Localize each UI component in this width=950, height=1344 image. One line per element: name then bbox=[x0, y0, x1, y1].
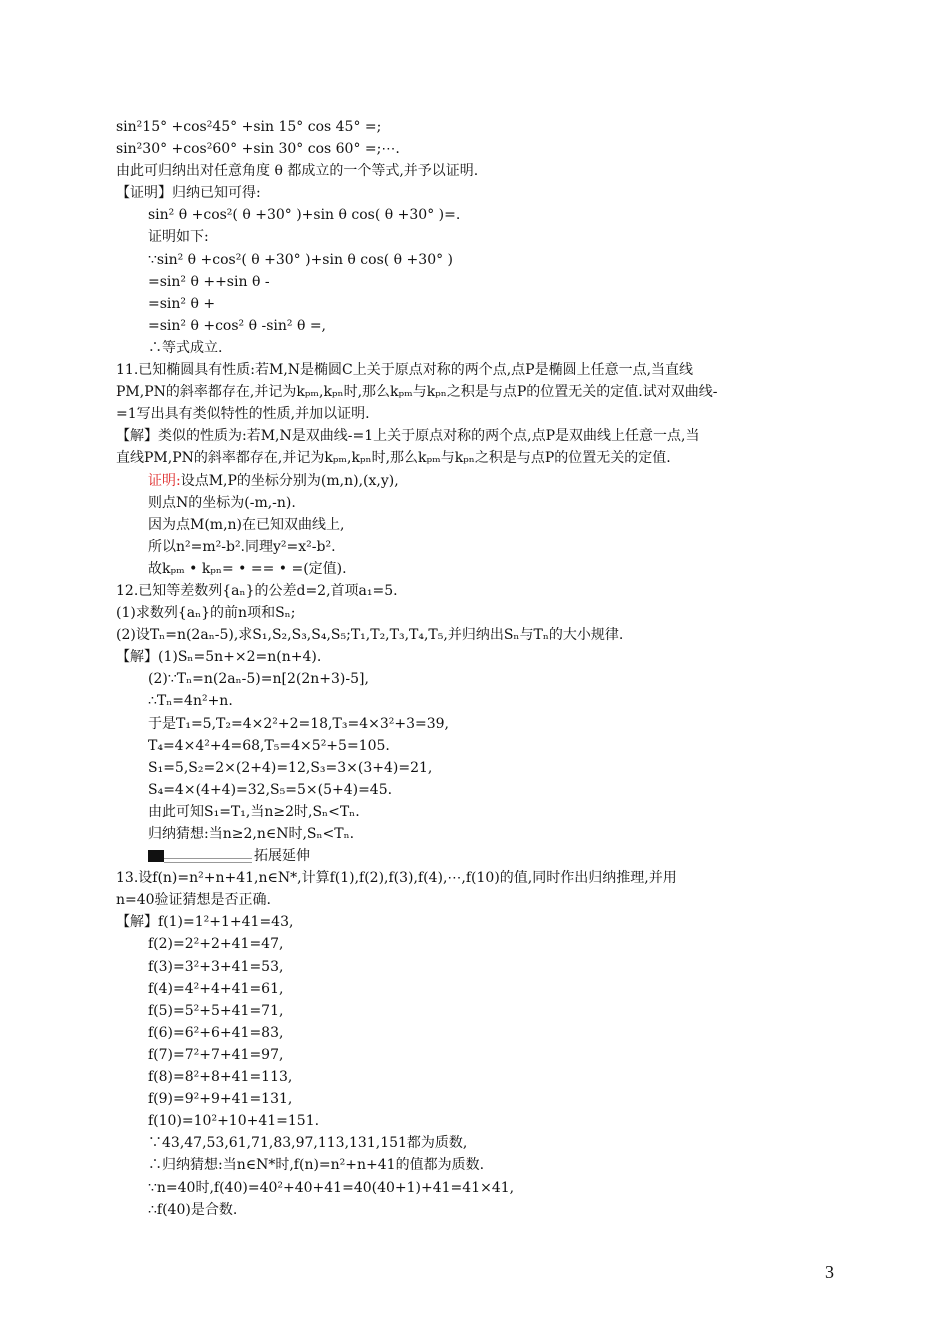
text-line: f(4)=4²+4+41=61, bbox=[148, 980, 284, 997]
text-line: ∴归纳猜想:当n∈N*时,f(n)=n²+n+41的值都为质数. bbox=[148, 1157, 485, 1174]
document-body bbox=[0, 116, 950, 1221]
text-line: =sin² θ +cos² θ -sin² θ =, bbox=[148, 317, 327, 334]
text-line: PM,PN的斜率都存在,并记为kₚₘ,kₚₙ时,那么kₚₘ与kₚₙ之积是与点P的位置无关的定值.试对双曲线- bbox=[116, 384, 718, 401]
text-line: f(8)=8²+8+41=113, bbox=[148, 1069, 293, 1086]
text-line: 11.已知椭圆具有性质:若M,N是椭圆C上关于原点对称的两个点,点P是椭圆上任意一点,当直线 bbox=[116, 362, 694, 379]
text-line: =sin² θ + bbox=[148, 295, 216, 312]
text-line: 直线PM,PN的斜率都存在,并记为kₚₘ,kₚₙ时,那么kₚₘ与kₚₙ之积是与点P的位置无关的定值. bbox=[116, 450, 671, 467]
text-line: n=40验证猜想是否正确. bbox=[116, 892, 272, 909]
text-line: 由此可归纳出对任意角度 θ 都成立的一个等式,并予以证明. bbox=[116, 163, 479, 180]
text-line: f(10)=10²+10+41=151. bbox=[148, 1113, 320, 1130]
text-line: ∵sin² θ +cos²( θ +30° )+sin θ cos( θ +30° ) bbox=[148, 251, 454, 268]
text-line: (2)∵Tₙ=n(2aₙ-5)=n[2(2n+3)-5], bbox=[148, 671, 369, 688]
text-line: 故kₚₘ • kₚₙ= • == • =(定值). bbox=[148, 560, 347, 577]
text-line: ∴f(40)是合数. bbox=[148, 1201, 238, 1218]
text-line: 于是T₁=5,T₂=4×2²+2=18,T₃=4×3²+3=39, bbox=[148, 715, 449, 732]
text-line: 【解】f(1)=1²+1+41=43, bbox=[116, 914, 294, 931]
text-line: (2)设Tₙ=n(2aₙ-5),求S₁,S₂,S₃,S₄,S₅;T₁,T₂,T₃,T₄,T₅,并归纳出Sₙ与Tₙ的大小规律. bbox=[116, 627, 624, 644]
text-line: =1写出具有类似特性的性质,并加以证明. bbox=[116, 406, 370, 423]
text-line: 归纳猜想:当n≥2,n∈N时,Sₙ<Tₙ. bbox=[148, 826, 355, 842]
section-title: 拓展延伸 bbox=[254, 848, 310, 865]
text-line: f(3)=3²+3+41=53, bbox=[148, 958, 284, 975]
text-line: f(5)=5²+5+41=71, bbox=[148, 1002, 284, 1019]
text-line: f(9)=9²+9+41=131, bbox=[148, 1091, 293, 1108]
text-line: T₄=4×4²+4=68,T₅=4×5²+5=105. bbox=[148, 737, 390, 754]
text-line: sin²30° +cos²60° +sin 30° cos 60° =;⋯. bbox=[116, 141, 400, 158]
text-line: =sin² θ ++sin θ - bbox=[148, 273, 270, 290]
text-line: (1)求数列{aₙ}的前n项和Sₙ; bbox=[116, 605, 296, 622]
section-heading bbox=[148, 845, 950, 867]
text-line: 所以n²=m²-b².同理y²=x²-b². bbox=[148, 538, 336, 555]
text-line: f(7)=7²+7+41=97, bbox=[148, 1046, 284, 1063]
section-bar-icon bbox=[148, 845, 252, 867]
text-line: sin²15° +cos²45° +sin 15° cos 45° =; bbox=[116, 119, 382, 135]
line-text: 设点M,P的坐标分别为(m,n),(x,y), bbox=[180, 472, 399, 489]
text-line: 因为点M(m,n)在已知双曲线上, bbox=[148, 516, 345, 533]
text-line: 证明如下: bbox=[148, 229, 209, 246]
text-line: 则点N的坐标为(-m,-n). bbox=[148, 494, 296, 511]
text-line: 【证明】归纳已知可得: bbox=[116, 185, 261, 202]
text-line: 13.设f(n)=n²+n+41,n∈N*,计算f(1),f(2),f(3),f(4),⋯,f(10)的值,同时作出归纳推理,并用 bbox=[116, 870, 677, 887]
text-line: ∴Tₙ=4n²+n. bbox=[148, 693, 233, 710]
text-line: ∴等式成立. bbox=[148, 339, 223, 356]
text-line: ∵n=40时,f(40)=40²+40+41=40(40+1)+41=41×41, bbox=[148, 1179, 515, 1196]
text-line: 【解】类似的性质为:若M,N是双曲线-=1上关于原点对称的两个点,点P是双曲线上任意一点,当 bbox=[116, 428, 700, 445]
text-line: 【解】(1)Sₙ=5n+×2=n(n+4). bbox=[116, 649, 322, 666]
page-number: 3 bbox=[825, 1262, 834, 1282]
proof-label: 证明: bbox=[148, 472, 181, 489]
text-line: ∵43,47,53,61,71,83,97,113,131,151都为质数, bbox=[148, 1135, 468, 1152]
text-line: 由此可知S₁=T₁,当n≥2时,Sₙ<Tₙ. bbox=[148, 803, 360, 820]
text-line: f(6)=6²+6+41=83, bbox=[148, 1024, 284, 1041]
text-line bbox=[148, 470, 950, 492]
text-line: S₁=5,S₂=2×(2+4)=12,S₃=3×(3+4)=21, bbox=[148, 759, 433, 776]
text-line: f(2)=2²+2+41=47, bbox=[148, 936, 284, 953]
text-line: 12.已知等差数列{aₙ}的公差d=2,首项a₁=5. bbox=[116, 582, 398, 599]
text-line: sin² θ +cos²( θ +30° )+sin θ cos( θ +30° )=. bbox=[148, 207, 461, 224]
text-line: S₄=4×(4+4)=32,S₅=5×(5+4)=45. bbox=[148, 781, 393, 798]
